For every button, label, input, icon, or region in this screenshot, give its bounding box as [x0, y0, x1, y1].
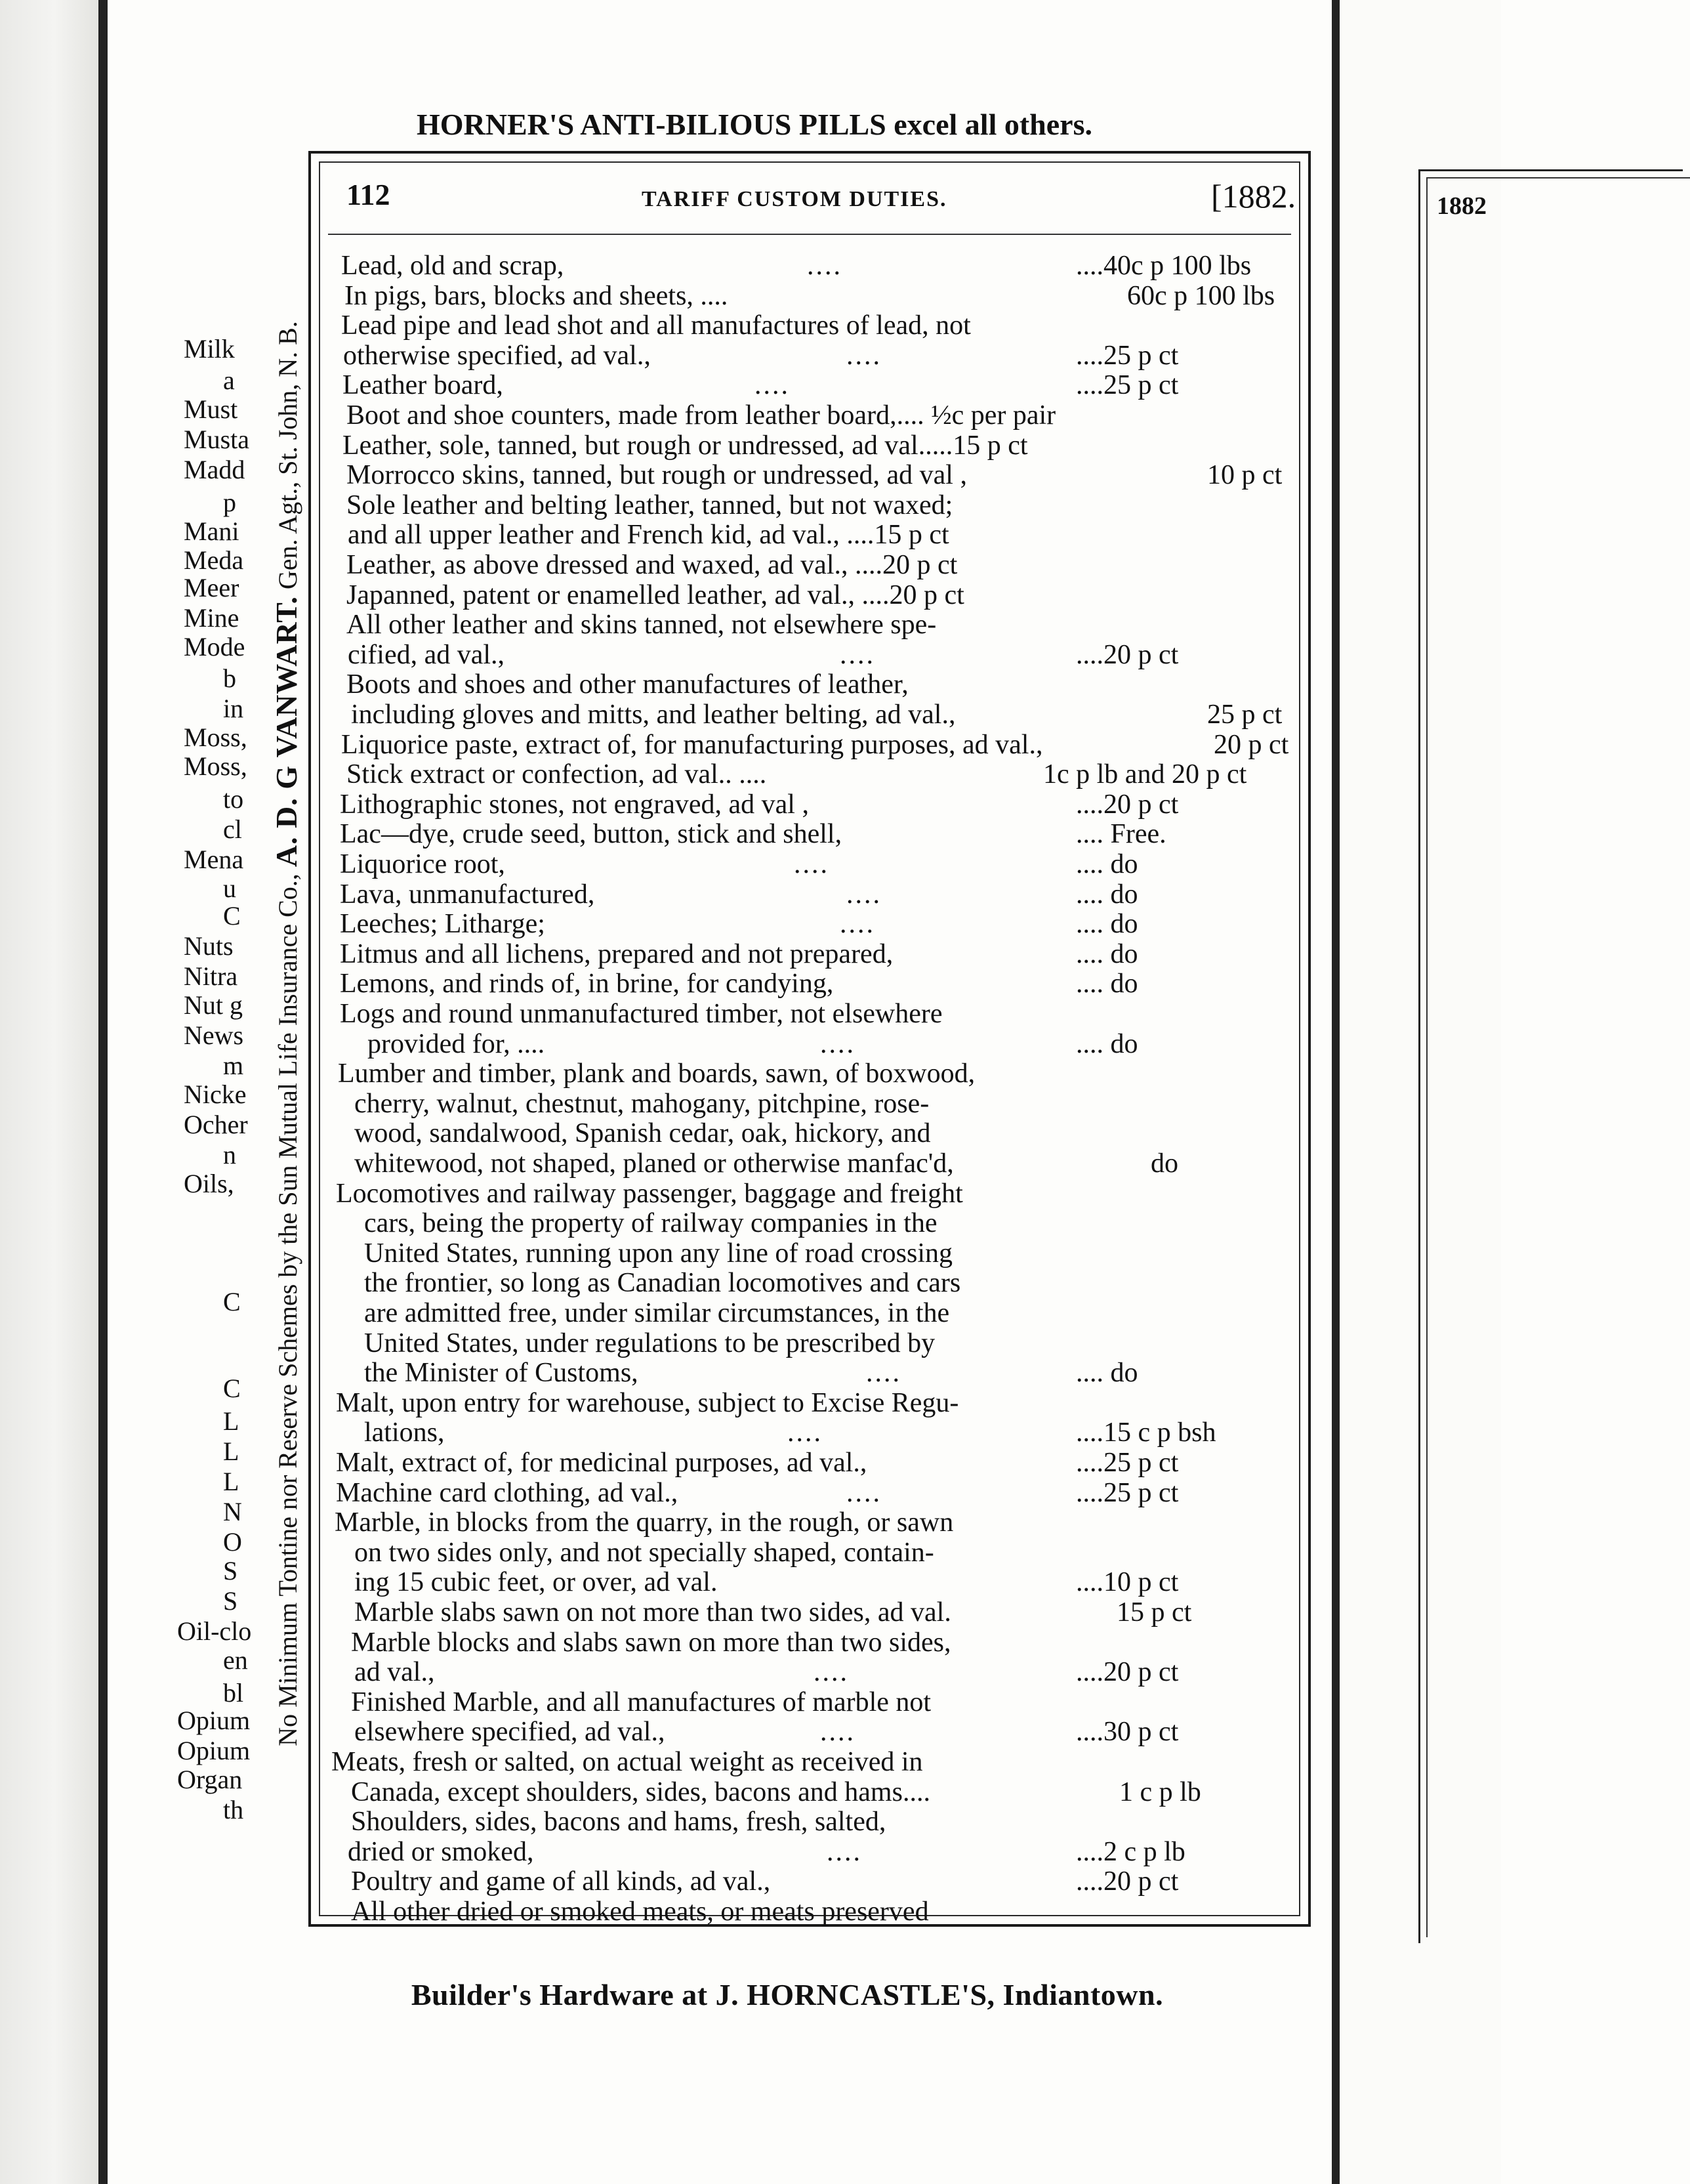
- adjacent-page-fragment: in: [223, 694, 244, 723]
- tariff-line: cherry, walnut, chestnut, mahogany, pitchpine, rose-: [354, 1088, 930, 1119]
- adjacent-page-fragment: th: [223, 1795, 244, 1824]
- tariff-line: Lac—dye, crude seed, button, stick and shell,: [340, 819, 842, 850]
- adjacent-page-fragment: Moss,: [184, 723, 247, 752]
- leader-dots: ....: [866, 1358, 901, 1389]
- page-number: 112: [346, 178, 390, 211]
- tariff-line: Leather, sole, tanned, but rough or undressed, ad val.....15 p ct: [342, 430, 1028, 461]
- adjacent-page-fragment: Mine: [184, 603, 239, 633]
- leader-dots: ....: [820, 1028, 855, 1059]
- adjacent-page-fragment: Meda: [184, 545, 244, 575]
- duty-rate: .... do: [1076, 849, 1138, 879]
- tariff-line: All other leather and skins tanned, not elsewhere spe-: [346, 610, 937, 640]
- adjacent-page-fragment: cl: [223, 814, 242, 844]
- adjacent-page-fragment: Organ: [177, 1765, 243, 1794]
- leader-dots: ....: [846, 879, 882, 910]
- tariff-line: United States, under regulations to be prescribed by: [364, 1328, 936, 1358]
- tariff-line: In pigs, bars, blocks and sheets, ....: [344, 280, 728, 311]
- bottom-advert-banner: Builder's Hardware at J. HORNCASTLE'S, Indiantown.: [411, 1978, 1164, 2011]
- tariff-line: Shoulders, sides, bacons and hams, fresh, salted,: [351, 1807, 886, 1838]
- tariff-line: Meats, fresh or salted, on actual weight as received in: [331, 1747, 923, 1777]
- duty-rate: ....25 p ct: [1076, 370, 1179, 401]
- tariff-line: Lithographic stones, not engraved, ad val ,: [340, 789, 809, 820]
- running-head: TARIFF CUSTOM DUTIES.: [642, 187, 947, 211]
- duty-rate: 60c p 100 lbs: [1127, 280, 1275, 311]
- adjacent-page-fragment: Nut g: [184, 990, 243, 1020]
- leader-dots: ....: [846, 340, 882, 371]
- tariff-line: Litmus and all lichens, prepared and not prepared,: [340, 938, 894, 969]
- tariff-line: Lumber and timber, plank and boards, sawn, of boxwood,: [338, 1059, 976, 1089]
- tariff-line: lations,: [364, 1418, 445, 1448]
- adjacent-page-fragment: C: [223, 1374, 241, 1403]
- duty-rate: ....20 p ct: [1076, 789, 1179, 820]
- adjacent-page-fragment: b: [223, 663, 236, 693]
- duty-rate: 25 p ct: [1207, 700, 1283, 730]
- tariff-line: the Minister of Customs,: [364, 1358, 638, 1389]
- leader-dots: ....: [787, 1418, 823, 1448]
- tariff-line: Stick extract or confection, ad val.. ....: [346, 759, 767, 790]
- adjacent-page-fragment: Meer: [184, 573, 239, 602]
- adjacent-page-fragment: Mode: [184, 632, 245, 662]
- adjacent-page-fragment: u: [223, 873, 236, 903]
- adjacent-page-fragment: n: [223, 1140, 236, 1169]
- tariff-line: cified, ad val.,: [348, 639, 505, 670]
- tariff-line: Liquorice root,: [340, 849, 505, 879]
- tariff-line: provided for, ....: [367, 1028, 545, 1059]
- tariff-line: are admitted free, under similar circumstances, in the: [364, 1298, 950, 1328]
- adjacent-page-fragment: Opium: [177, 1706, 251, 1735]
- tariff-line: Marble blocks and slabs sawn on more than two sides,: [351, 1627, 951, 1658]
- tariff-line: the frontier, so long as Canadian locomotives and cars: [364, 1268, 961, 1299]
- tariff-line: Boots and shoes and other manufactures of leather,: [346, 669, 909, 700]
- adjacent-page-fragment: S: [223, 1556, 238, 1586]
- adjacent-page-fragment: Madd: [184, 455, 245, 484]
- adjacent-page-fragment: C: [223, 901, 241, 931]
- tariff-line: Poultry and game of all kinds, ad val.,: [351, 1866, 771, 1897]
- adjacent-page-fragment: Mena: [184, 845, 244, 874]
- adjacent-page-fragment: C: [223, 1287, 241, 1316]
- adjacent-page-frame-inner: [1426, 177, 1690, 1937]
- side-advert: [267, 180, 306, 1887]
- tariff-line: otherwise specified, ad val.,: [343, 340, 651, 371]
- leader-dots: ....: [846, 1477, 882, 1508]
- adjacent-page-fragment: Opium: [177, 1736, 251, 1765]
- adjacent-page-fragment: O: [223, 1527, 242, 1557]
- duty-rate: ....25 p ct: [1076, 1477, 1179, 1508]
- tariff-line: Leather board,: [342, 370, 503, 401]
- adjacent-page-fragment: to: [223, 784, 244, 814]
- header-rule: [328, 234, 1291, 235]
- adjacent-page-fragment: L: [223, 1437, 239, 1466]
- adjacent-page-fragment: a: [223, 366, 235, 395]
- leader-dots: ....: [827, 1836, 862, 1867]
- tariff-line: ing 15 cubic feet, or over, ad val.: [354, 1567, 718, 1598]
- leader-dots: ....: [754, 370, 790, 401]
- leader-dots: ....: [840, 909, 875, 940]
- duty-rate: 10 p ct: [1207, 460, 1283, 491]
- leader-dots: ....: [814, 1657, 849, 1688]
- leader-dots: ....: [794, 849, 829, 879]
- page-year: [1882.: [1211, 178, 1296, 215]
- side-advert-tail: Gen. Agt., St. John, N. B.: [273, 321, 302, 590]
- duty-rate: 1c p lb and 20 p ct: [1043, 759, 1247, 790]
- side-advert-name: A. D. G VANWART.: [270, 596, 303, 868]
- duty-rate: .... do: [1076, 938, 1138, 969]
- tariff-line: and all upper leather and French kid, ad val., ....15 p ct: [348, 520, 949, 551]
- duty-rate: ....25 p ct: [1076, 340, 1179, 371]
- duty-rate: 20 p ct: [1214, 729, 1289, 760]
- tariff-line: Lemons, and rinds of, in brine, for candying,: [340, 969, 834, 999]
- adjacent-page-fragment: Oil-clo: [177, 1616, 252, 1646]
- tariff-line: Lava, unmanufactured,: [340, 879, 595, 910]
- duty-rate: 1 c p lb: [1119, 1776, 1201, 1807]
- adjacent-page-fragment: Ocher: [184, 1110, 248, 1139]
- duty-rate: ....20 p ct: [1076, 1657, 1179, 1688]
- duty-rate: .... do: [1076, 1028, 1138, 1059]
- tariff-line: Marble, in blocks from the quarry, in the rough, or sawn: [335, 1507, 954, 1538]
- duty-rate: .... do: [1076, 969, 1138, 999]
- adjacent-page-fragment: N: [223, 1497, 242, 1526]
- adjacent-page-year: 1882: [1437, 192, 1487, 220]
- adjacent-page-fragment: Musta: [184, 425, 249, 454]
- duty-rate: .... do: [1076, 1358, 1138, 1389]
- adjacent-page-fragment: L: [223, 1406, 239, 1436]
- tariff-line: Lead, old and scrap,: [341, 251, 564, 281]
- adjacent-page-fragment: L: [223, 1467, 239, 1496]
- tariff-line: ad val.,: [354, 1657, 435, 1688]
- tariff-line: Liquorice paste, extract of, for manufacturing purposes, ad val.,: [341, 729, 1043, 760]
- side-advert-lead: No Minimum Tontine nor Reserve Schemes by the Sun Mutual Life Insurance Co.,: [273, 873, 302, 1746]
- duty-rate: ....2 c p lb: [1076, 1836, 1185, 1867]
- tariff-line: Leather, as above dressed and waxed, ad val., ....20 p ct: [346, 550, 958, 580]
- duty-rate: ....20 p ct: [1076, 1866, 1179, 1897]
- tariff-line: Sole leather and belting leather, tanned, but not waxed;: [346, 490, 953, 520]
- tariff-line: wood, sandalwood, Spanish cedar, oak, hickory, and: [354, 1118, 931, 1149]
- adjacent-page-fragment: S: [223, 1586, 238, 1616]
- adjacent-page-fragment: Milk: [184, 334, 235, 364]
- tariff-line: Leeches; Litharge;: [340, 909, 545, 940]
- tariff-line: Finished Marble, and all manufactures of marble not: [351, 1687, 932, 1717]
- top-advert-banner: HORNER'S ANTI-BILIOUS PILLS excel all others.: [417, 108, 1092, 141]
- adjacent-page-fragment: Must: [184, 394, 238, 424]
- binding-gutter: [0, 0, 98, 2184]
- adjacent-page-fragment: Moss,: [184, 751, 247, 781]
- tariff-line: Morrocco skins, tanned, but rough or undressed, ad val ,: [346, 460, 967, 491]
- duty-rate: ....30 p ct: [1076, 1717, 1179, 1748]
- duty-rate: ....40c p 100 lbs: [1076, 251, 1252, 281]
- tariff-line: Japanned, patent or enamelled leather, ad val., ....20 p ct: [346, 579, 964, 610]
- tariff-line: Lead pipe and lead shot and all manufactures of lead, not: [341, 310, 971, 341]
- tariff-line: dried or smoked,: [348, 1836, 534, 1867]
- duty-rate: ....25 p ct: [1076, 1448, 1179, 1478]
- adjacent-page-fragment: Oils,: [184, 1169, 234, 1198]
- tariff-line: cars, being the property of railway companies in the: [364, 1208, 938, 1239]
- tariff-line: whitewood, not shaped, planed or otherwise manfac'd,: [354, 1148, 954, 1179]
- duty-rate: ....10 p ct: [1076, 1567, 1179, 1598]
- adjacent-page-fragment: Mani: [184, 516, 239, 546]
- tariff-line: United States, running upon any line of road crossing: [364, 1238, 953, 1269]
- tariff-line: Malt, extract of, for medicinal purposes, ad val.,: [336, 1448, 867, 1478]
- tariff-line: Locomotives and railway passenger, baggage and freight: [336, 1178, 963, 1209]
- tariff-line: Machine card clothing, ad val.,: [336, 1477, 678, 1508]
- duty-rate: .... Free.: [1076, 819, 1166, 850]
- adjacent-page-fragment: Nicke: [184, 1080, 247, 1109]
- duty-rate: do: [1151, 1148, 1178, 1179]
- adjacent-page-fragment: bl: [223, 1678, 244, 1708]
- tariff-line: Canada, except shoulders, sides, bacons and hams....: [351, 1776, 930, 1807]
- leader-dots: ....: [807, 251, 842, 281]
- tariff-line: All other dried or smoked meats, or meats preserved: [351, 1897, 929, 1927]
- adjacent-page-fragment: m: [223, 1051, 244, 1080]
- duty-rate: ....20 p ct: [1076, 639, 1179, 670]
- adjacent-page-fragment: en: [223, 1645, 248, 1675]
- tariff-line: including gloves and mitts, and leather belting, ad val.,: [351, 700, 956, 730]
- tariff-line: on two sides only, and not specially shaped, contain-: [354, 1537, 934, 1568]
- leader-dots: ....: [820, 1717, 855, 1748]
- duty-rate: .... do: [1076, 879, 1138, 910]
- duty-rate: ....15 c p bsh: [1076, 1418, 1216, 1448]
- adjacent-page-fragment: News: [184, 1020, 244, 1050]
- adjacent-page-fragment: Nitra: [184, 961, 238, 991]
- tariff-line: Marble slabs sawn on not more than two sides, ad val.: [354, 1597, 951, 1628]
- tariff-line: elsewhere specified, ad val.,: [354, 1717, 665, 1748]
- page-edge-left: [98, 0, 108, 2184]
- adjacent-page-fragment: p: [223, 488, 236, 517]
- adjacent-page-fragment: Nuts: [184, 931, 234, 961]
- duty-rate: 15 p ct: [1117, 1597, 1192, 1628]
- duty-rate: .... do: [1076, 909, 1138, 940]
- tariff-line: Boot and shoe counters, made from leather board,.... ½c per pair: [346, 400, 1056, 430]
- leader-dots: ....: [840, 639, 875, 670]
- tariff-line: Malt, upon entry for warehouse, subject to Excise Regu-: [336, 1387, 959, 1418]
- tariff-line: Logs and round unmanufactured timber, not elsewhere: [340, 999, 943, 1029]
